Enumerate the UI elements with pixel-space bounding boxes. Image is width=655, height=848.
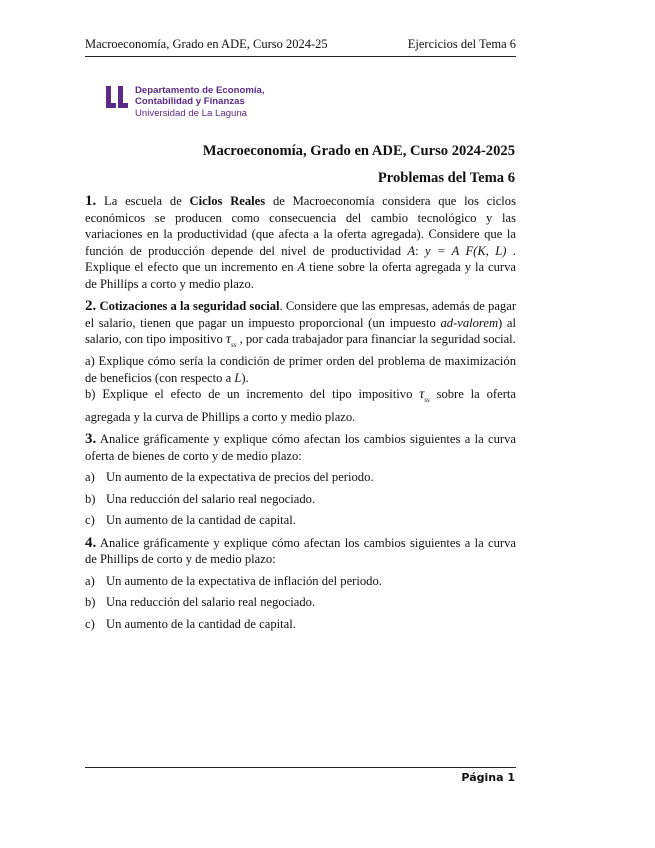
exercise-list bbox=[85, 193, 516, 638]
document-title: Macroeconomía, Grado en ADE, Curso 2024-2025 bbox=[202, 143, 515, 159]
exercise-number: 4. bbox=[85, 534, 97, 551]
ull-logo-icon bbox=[104, 86, 130, 108]
exercise-2-part-b: b) Explique el efecto de un incremento del tipo impositivo $\tau_{ss}$ sobre la oferta agregada y la curva de Phillips a corto y medio plazo. bbox=[85, 387, 516, 424]
document-subtitle: Problemas del Tema 6 bbox=[377, 170, 515, 186]
logo-line-3: Universidad de La Laguna bbox=[135, 108, 248, 119]
tau-symbol: $\tau_{ss}$ bbox=[419, 387, 430, 405]
term-ciclos-reales: Ciclos Reales bbox=[189, 194, 266, 208]
list-item: b) Una reducción del salario real negociado. bbox=[85, 595, 316, 610]
list-item: c) Un aumento de la cantidad de capital. bbox=[85, 513, 296, 528]
list-item: a) Un aumento de la expectativa de precios del periodo. bbox=[85, 470, 374, 485]
exercise-number: 1. bbox=[85, 193, 97, 209]
term-cotizaciones: Cotizaciones a la seguridad social bbox=[99, 299, 280, 313]
page-number: Página 1 bbox=[461, 771, 515, 784]
header-left: Macroeconomía, Grado en ADE, Curso 2024-25 bbox=[85, 37, 328, 51]
exercise-4-text: 4. Analice gráficamente y explique cómo afectan los cambios siguientes a la curva de Phillips de corto y de medio plazo: bbox=[85, 534, 516, 567]
exercise-2-part-a: a) Explique cómo sería la condición de primer orden del problema de maximización de beneficios (con respecto a L). bbox=[85, 354, 516, 385]
logo-line-1: Departamento de Economía, bbox=[135, 85, 265, 96]
footer-rule bbox=[85, 767, 516, 768]
list-item: b) Una reducción del salario real negociado. bbox=[85, 491, 316, 506]
exercise-number: 3. bbox=[85, 431, 97, 448]
exercise-1 bbox=[85, 193, 516, 292]
header-rule bbox=[85, 56, 516, 57]
exercise-number: 2. bbox=[85, 298, 97, 314]
exercise-2 bbox=[85, 298, 516, 425]
exercise-4 bbox=[85, 535, 516, 633]
tau-symbol: $\tau_{ss}$ bbox=[225, 332, 237, 349]
header-right: Ejercicios del Tema 6 bbox=[407, 37, 516, 51]
logo-line-2: Contabilidad y Finanzas bbox=[135, 96, 245, 107]
list-item: c) Un aumento de la cantidad de capital. bbox=[85, 616, 296, 631]
exercise-3 bbox=[85, 431, 516, 529]
running-header bbox=[85, 37, 516, 52]
list-item: a) Un aumento de la expectativa de inflación del periodo. bbox=[85, 573, 382, 588]
exercise-1-text: 1. La escuela de Ciclos Reales de Macroeconomía considera que los ciclos económicos se producen como consecuencia del cambio tecnológico y las variaciones en la productividad (que afecta a la oferta agregada). Considere que la función de producción depende del nivel de productividad A: y = A F(K, L) . Explique el efecto que un incremento en A tiene sobre la oferta agregada y la curva de Phillips a corto y medio plazo. bbox=[85, 193, 517, 291]
production-function: y = A F(K, L) bbox=[425, 243, 507, 258]
exercise-3-text: 3. Analice gráficamente y explique cómo afectan los cambios siguientes a la curva oferta de bienes de corto y de medio plazo: bbox=[85, 431, 516, 463]
exercise-2-text: 2. Cotizaciones a la seguridad social. Considere que las empresas, además de pagar el salario, tienen que pagar un impuesto proporcional (un impuesto ad-valorem) al salario, con tipo impositivo $\tau_{ss}$ , por cada trabajador para financiar la seguridad social. bbox=[85, 298, 517, 349]
